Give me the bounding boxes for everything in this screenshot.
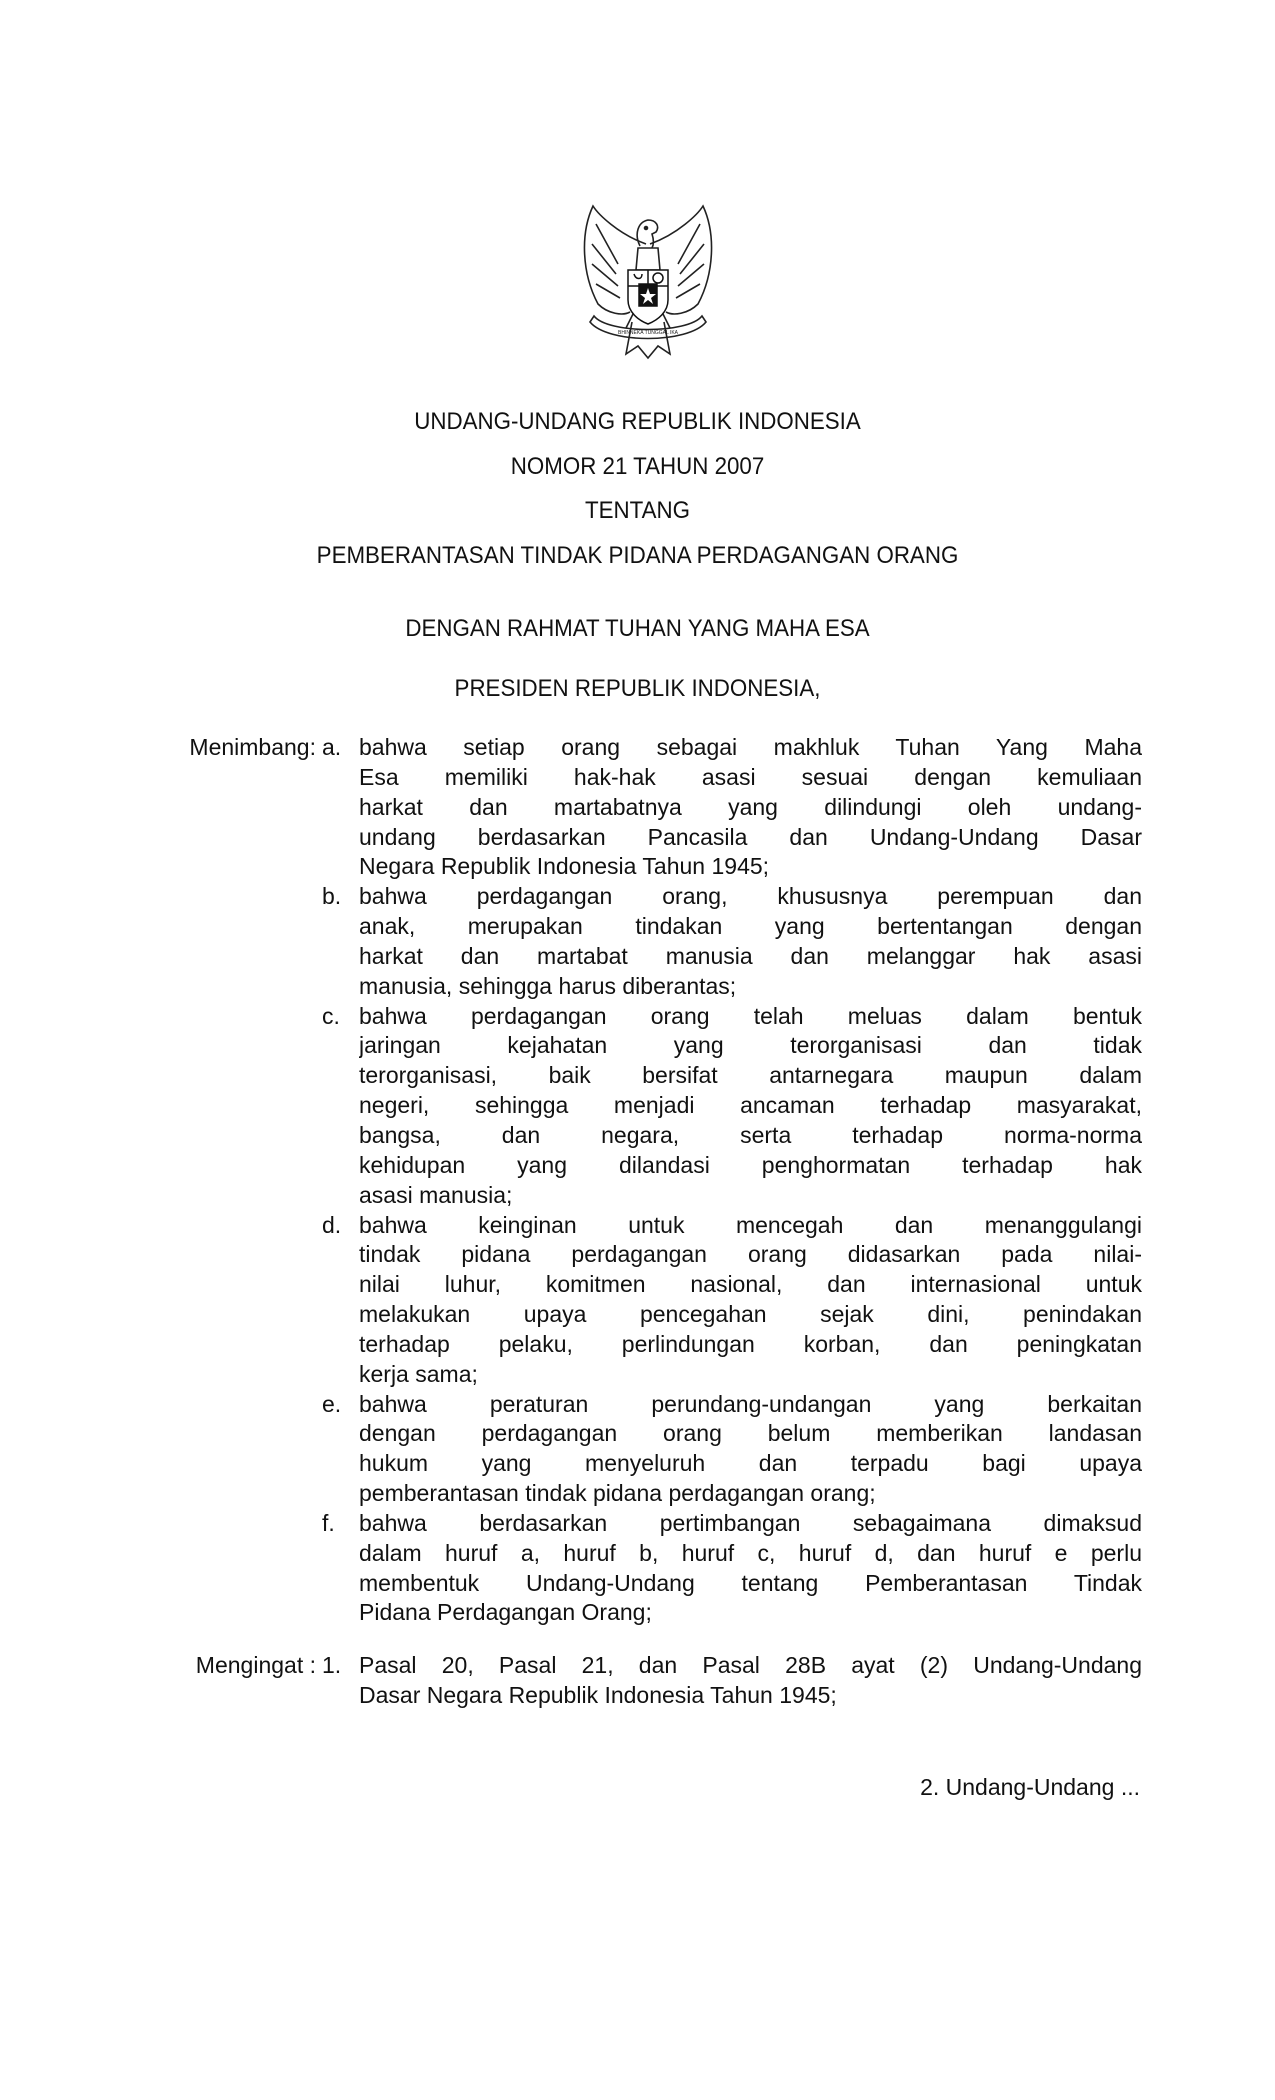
item-text-line: bahwa perdagangan orang telah meluas dalam bentuk [359,1002,1142,1029]
item-text-line: bahwa berdasarkan pertimbangan sebagaimana dimaksud [359,1509,1142,1536]
text-line [150,1390,1142,1420]
law-number: NOMOR 21 TAHUN 2007 [510,453,765,480]
text-line [150,1449,1142,1479]
item-text-line: membentuk Undang-Undang tentang Pemberantasan Tindak [359,1569,1142,1596]
text-line [150,1002,1142,1032]
item-index: c. [322,1002,340,1029]
text-line [150,1031,1142,1061]
text-line [150,1479,1142,1509]
item-text-line: jaringan kejahatan yang terorganisasi dan tidak [359,1032,1142,1059]
item-text-line: Dasar Negara Republik Indonesia Tahun 1945; [359,1682,837,1709]
item-text-line: terhadap pelaku, perlindungan korban, dan peningkatan [359,1330,1142,1357]
item-index: b. [322,883,342,910]
item-text-line: bahwa keinginan untuk mencegah dan menanggulangi [359,1211,1142,1238]
item-text-line: manusia, sehingga harus diberantas; [359,972,737,999]
text-line [150,1509,1142,1539]
text-line [150,1360,1142,1390]
text-line [150,882,1142,912]
item-text-line: harkat dan martabatnya yang dilindungi oleh undang- [359,793,1142,820]
text-line [150,1121,1142,1151]
item-text-line: terorganisasi, baik bersifat antarnegara maupun dalam [359,1062,1142,1089]
document-body [150,733,1142,1711]
item-text-line: nilai luhur, komitmen nasional, dan internasional untuk [359,1271,1142,1298]
text-line [150,733,1142,763]
item-text-line: kehidupan yang dilandasi penghormatan terhadap hak [359,1151,1142,1178]
item-text-line: negeri, sehingga menjadi ancaman terhadap masyarakat, [359,1092,1142,1119]
law-title: UNDANG-UNDANG REPUBLIK INDONESIA [414,408,861,435]
text-line [150,852,1142,882]
item-text-line: Esa memiliki hak-hak asasi sesuai dengan kemuliaan [359,763,1142,790]
section-label: Menimbang: [189,734,316,760]
text-line [150,1300,1142,1330]
about-label: TENTANG [584,497,690,524]
item-text-line: Pidana Perdagangan Orang; [359,1599,652,1626]
text-line [150,1211,1142,1241]
law-subject: PEMBERANTASAN TINDAK PIDANA PERDAGANGAN ORANG [316,542,959,569]
item-text-line: kerja sama; [359,1360,478,1387]
item-text-line: bahwa perdagangan orang, khususnya perempuan dan [359,883,1142,910]
president-heading: PRESIDEN REPUBLIK INDONESIA, [454,675,821,702]
item-text-line: tindak pidana perdagangan orang didasarkan pada nilai- [359,1241,1142,1268]
item-index: a. [322,734,342,760]
item-text-line: asasi manusia; [359,1181,513,1208]
text-line [150,1598,1142,1628]
garuda-pancasila-emblem [568,204,728,372]
item-text-line: Pasal 20, Pasal 21, dan Pasal 28B ayat (2) Undang-Undang [359,1652,1142,1679]
item-text-line: undang berdasarkan Pancasila dan Undang-Undang Dasar [359,823,1142,850]
text-line [150,1330,1142,1360]
item-text-line: bahwa setiap orang sebagai makhluk Tuhan Yang Maha [359,734,1142,760]
text-line [150,793,1142,823]
item-text-line: melakukan upaya pencegahan sejak dini, penindakan [359,1301,1142,1328]
text-line [150,1539,1142,1569]
item-index: e. [322,1390,342,1417]
item-index: 1. [322,1652,342,1679]
text-line [150,972,1142,1002]
text-line [150,1569,1142,1599]
section-label: Mengingat : [195,1652,316,1679]
text-line [150,942,1142,972]
item-text-line: bangsa, dan negara, serta terhadap norma-norma [359,1121,1142,1148]
text-line [150,1091,1142,1121]
text-line [150,1151,1142,1181]
item-index: d. [322,1211,342,1238]
text-line [150,1419,1142,1449]
text-line [150,763,1142,793]
item-text-line: anak, merupakan tindakan yang bertentangan dengan [359,913,1142,940]
item-text-line: dengan perdagangan orang belum memberikan landasan [359,1420,1142,1447]
text-line [150,1240,1142,1270]
item-text-line: pemberantasan tindak pidana perdagangan orang; [359,1480,876,1507]
item-text-line: Negara Republik Indonesia Tahun 1945; [359,853,770,880]
text-line [150,1681,1142,1711]
text-line [150,1651,1142,1681]
emblem-motto: BHINNEKA TUNGGAL IKA [617,330,679,336]
text-line [150,912,1142,942]
section-gap [150,1628,1142,1651]
item-text-line: hukum yang menyeluruh dan terpadu bagi upaya [359,1450,1142,1477]
item-text-line: dalam huruf a, huruf b, huruf c, huruf d, dan huruf e perlu [359,1539,1142,1566]
item-text-line: harkat dan martabat manusia dan melanggar hak asasi [359,942,1142,969]
text-line [150,1181,1142,1211]
preamble-invocation: DENGAN RAHMAT TUHAN YANG MAHA ESA [405,615,870,642]
text-line [150,823,1142,853]
item-text-line: bahwa peraturan perundang-undangan yang berkaitan [359,1390,1142,1417]
text-line [150,1270,1142,1300]
text-line [150,1061,1142,1091]
page-continuation: 2. Undang-Undang ... [920,1774,1140,1800]
item-index: f. [322,1509,335,1536]
